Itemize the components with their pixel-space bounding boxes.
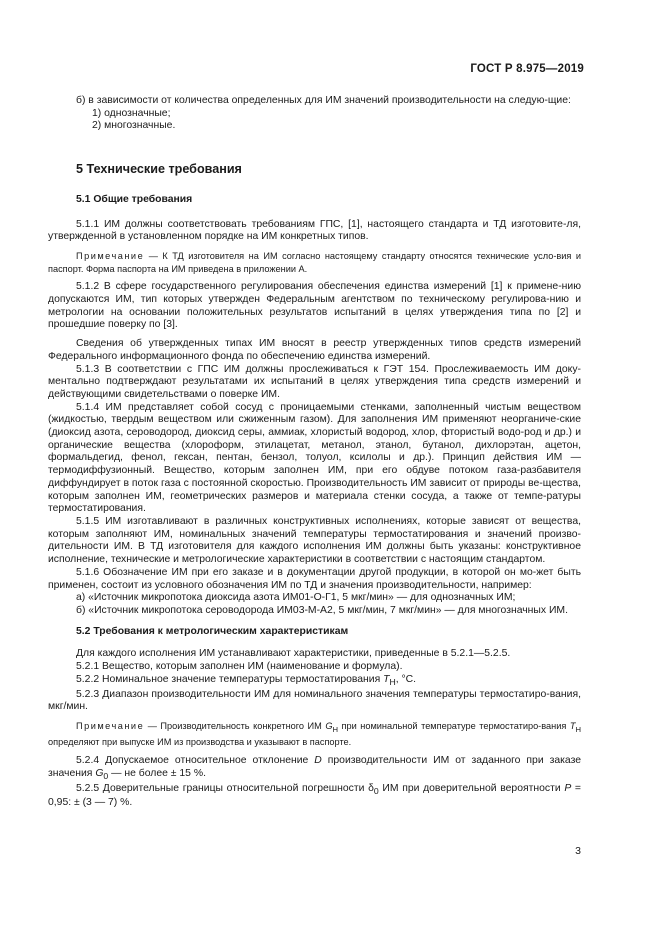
- note: [48, 720, 581, 749]
- paragraph-5-1-3: 5.1.3 В соответствии с ГПС ИМ должны прослеживаться к ГЭТ 154. Прослеживаемость ИМ доку-ментально подтверждают результатами их испытаний в целях утверждения типа средств измерений и действующими свидетельствами о поверке ИМ.: [48, 363, 581, 400]
- paragraph-5-1-6: 5.1.6 Обозначение ИМ при его заказе и в документации другой продукции, в которой он мо-жет быть применен, состоит из условного обозначения ИМ по ТД и значения производительности, например:: [48, 566, 581, 591]
- note-text: — К ТД изготовителя на ИМ согласно настоящему стандарту относятся технические усло-вия и паспорт. Форма паспорта на ИМ приведена в приложении А.: [48, 250, 581, 274]
- text-span: ИМ при доверительной вероятности: [378, 782, 565, 794]
- symbol: D: [314, 755, 322, 767]
- paragraph-5-2-3: 5.2.3 Диапазон производительности ИМ для номинального значения температуры термостатиро-вания, мкг/мин.: [48, 688, 581, 713]
- symbol: G: [325, 720, 333, 731]
- text-span: = 0,95: ± (3 — 7) %.: [48, 782, 581, 809]
- paragraph-5-1-4: 5.1.4 ИМ представляет собой сосуд с проницаемыми стенками, заполненный чистым веществом (жидкостью, твердым веществом или сжиженным газом). Для заполнения ИМ применяют неорганиче-ские (диоксид азота, сероводород, диоксид серы, аммиак, хлористый водород, хлор, фтористый водо-род и др.) и органические вещества (хлороформ, этилацетат, метанол, этанол, бутанол, дихлорэтан, ацетон, формальдегид, фенол, гексан, пентан, бензол, толуол, ксилолы и др.). Принцип действия ИМ — термодиффузионный. Вещество, которым заполнен ИМ, при его обдуве потоком газа-разбавителя диффундирует в поток газа с постоянной скоростью. Производительность ИМ зависит от природы ве-щества, которым заполнен ИМ, геометрических размеров и материала стенки сосуда, а также от темпе-ратуры термостатирования.: [48, 401, 581, 515]
- paragraph-5-2-2: [48, 674, 581, 689]
- text-span: определяют при выпуске ИМ из производства и указывают в паспорте.: [48, 737, 352, 748]
- document-body: [48, 95, 581, 810]
- note: [48, 250, 581, 275]
- paragraph-5-1-2: 5.1.2 В сфере государственного регулирования обеспечения единства измерений [1] к примене-нию допускаются ИМ, тип которых утвержден Федеральным агентством по техническому регулирова-нию и метрологии на основании положительных результатов испытаний в целях утверждения типа по [2] и прошедшие поверку по [3].: [48, 281, 581, 331]
- symbol: T: [383, 673, 390, 685]
- text-span: — не более ± 15 %.: [108, 767, 206, 779]
- paragraph: Сведения об утвержденных типах ИМ вносят в реестр утвержденных типов средств измерений Федерального информационного фонда по обеспечению единства измерений.: [48, 338, 581, 362]
- paragraph-5-2-1: 5.2.1 Вещество, которым заполнен ИМ (наименование и формула).: [76, 661, 403, 673]
- symbol: δ: [368, 782, 374, 794]
- subscript: Н: [332, 724, 339, 734]
- example-item: а) «Источник микропотока диоксида азота ИМ01-О-Г1, 5 мкг/мин» — для однозначных ИМ;: [76, 592, 516, 604]
- paragraph-5-2-5: [48, 783, 581, 810]
- subscript: Н: [575, 724, 581, 734]
- subsection-heading: 5.1 Общие требования: [76, 193, 193, 205]
- paragraph-5-1-1: 5.1.1 ИМ должны соответствовать требованиям ГПС, [1], настоящего стандарта и ТД изготовите-ля, утвержденной в установленном порядке на ИМ конкретных типов.: [48, 218, 581, 243]
- intro-paragraph: б) в зависимости от количества определенных для ИМ значений производительности на следую-щие:: [76, 95, 571, 106]
- subscript: Н: [389, 676, 396, 687]
- symbol: P: [564, 782, 572, 794]
- document-header: ГОСТ Р 8.975—2019: [470, 63, 584, 75]
- subscript: 0: [373, 785, 379, 796]
- subsection-heading: 5.2 Требования к метрологическим характеристикам: [76, 625, 349, 637]
- paragraph-5-2-4: [48, 755, 581, 782]
- list-item: 2) многозначные.: [92, 120, 176, 132]
- paragraph-5-1-5: 5.1.5 ИМ изготавливают в различных конструктивных исполнениях, которые зависят от вещества, которым заполняют ИМ, номинальных значений температуры термостатирования и значений произво-дительности ИМ. В ТД изготовителя для каждого исполнения ИМ должны быть указаны: конструктивное исполнение, технические и метрологические характеристики в соответствии с настоящим стандартом.: [48, 515, 581, 566]
- text-span: 5.2.5 Доверительные границы относительной погрешности: [76, 782, 369, 794]
- text-span: 5.2.2 Номинальное значение температуры термостатирования: [76, 673, 384, 685]
- paragraph: Для каждого исполнения ИМ устанавливают характеристики, приведенные в 5.2.1—5.2.5.: [76, 648, 511, 660]
- section-heading: 5 Технические требования: [76, 162, 242, 177]
- symbol: T: [569, 720, 576, 731]
- text-span: — Производительность конкретного ИМ: [144, 720, 326, 731]
- text-span: 5.2.4 Допускаемое относительное отклонение: [76, 755, 315, 767]
- example-item: б) «Источник микропотока сероводорода ИМ03-М-А2, 5 мкг/мин, 7 мкг/мин» — для многозначных ИМ.: [76, 604, 568, 616]
- note-label: Примечание: [76, 720, 145, 731]
- page-number: 3: [575, 845, 581, 857]
- symbol: G: [95, 767, 104, 779]
- note-label: Примечание: [76, 250, 145, 261]
- subscript: 0: [103, 770, 109, 781]
- text-span: , °С.: [395, 673, 417, 685]
- list-item: 1) однозначные;: [92, 107, 171, 119]
- text-span: при номинальной температуре термостатиро-вания: [338, 720, 570, 731]
- text-span: производительности ИМ от заданного при заказе значения: [48, 755, 582, 779]
